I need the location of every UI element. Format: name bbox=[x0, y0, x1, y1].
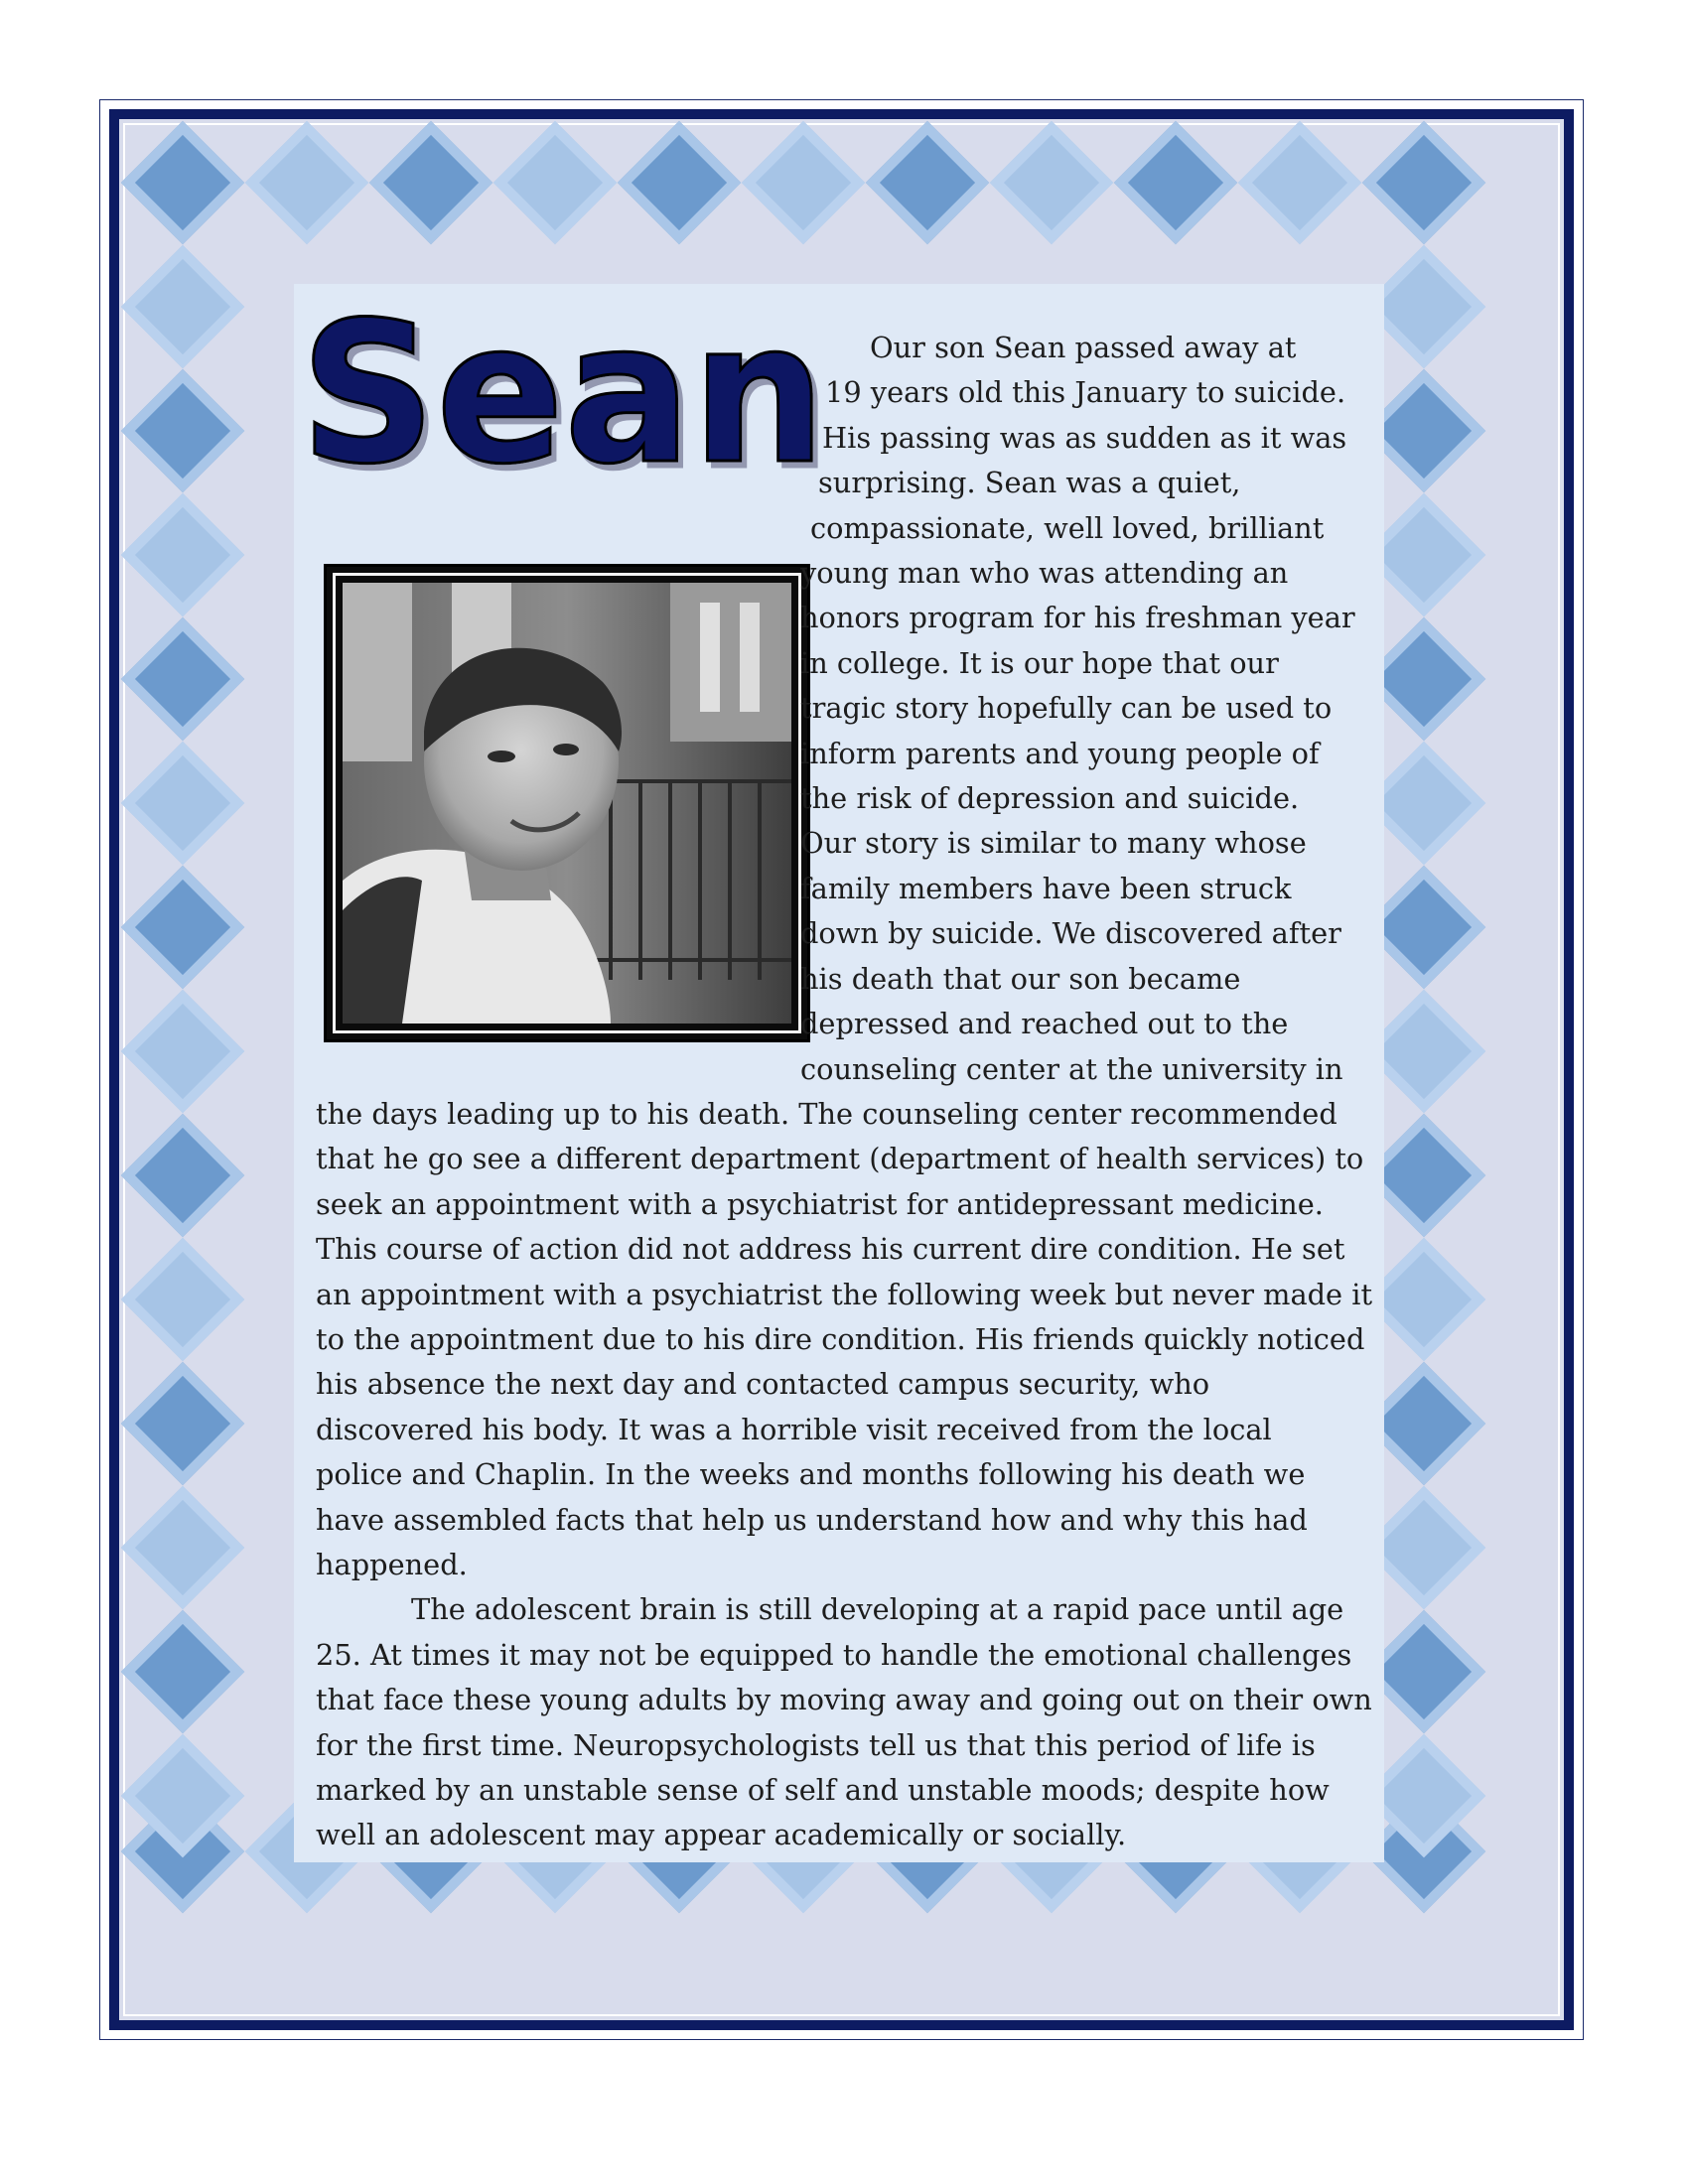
text-line: that face these young adults by moving away and going out on their own bbox=[316, 1683, 1372, 1717]
text-line: His passing was as sudden as it was bbox=[822, 420, 1347, 455]
paragraph bbox=[316, 1587, 1370, 1857]
text-line: that he go see a different department (department of health services) to bbox=[316, 1142, 1364, 1176]
text-line: his death that our son became bbox=[800, 961, 1241, 996]
article-body bbox=[316, 326, 1373, 1858]
text-line: marked by an unstable sense of self and unstable moods; despite how bbox=[316, 1773, 1330, 1807]
page-title: Sean bbox=[300, 284, 826, 507]
text-line: inform parents and young people of bbox=[800, 736, 1320, 770]
text-line: honors program for his freshman year bbox=[800, 601, 1355, 635]
text-line: police and Chaplin. In the weeks and months following his death we bbox=[316, 1457, 1306, 1492]
paragraph bbox=[316, 326, 1373, 1587]
text-line: surprising. Sean was a quiet, bbox=[818, 466, 1241, 500]
text-line: tragic story hopefully can be used to bbox=[800, 691, 1333, 726]
text-line: an appointment with a psychiatrist the following week but never made it bbox=[316, 1277, 1373, 1311]
text-line: compassionate, well loved, brilliant bbox=[810, 510, 1325, 545]
text-line: the risk of depression and suicide. bbox=[800, 781, 1300, 816]
content-panel bbox=[294, 284, 1384, 1862]
text-line: Our son Sean passed away at bbox=[870, 331, 1297, 364]
text-line: to the appointment due to his dire condition. His friends quickly noticed bbox=[316, 1321, 1365, 1356]
text-line: the days leading up to his death. The counseling center recommended bbox=[316, 1096, 1337, 1131]
text-line: well an adolescent may appear academically or socially. bbox=[316, 1818, 1127, 1852]
text-line: depressed and reached out to the bbox=[800, 1007, 1289, 1041]
text-line: have assembled facts that help us understand how and why this had bbox=[316, 1502, 1308, 1537]
text-line: happened. bbox=[316, 1547, 468, 1581]
text-line: Our story is similar to many whose bbox=[800, 826, 1307, 861]
text-line: down by suicide. We discovered after bbox=[800, 916, 1341, 951]
text-line: his absence the next day and contacted campus security, who bbox=[316, 1367, 1210, 1402]
text-line: discovered his body. It was a horrible visit received from the local bbox=[316, 1412, 1272, 1446]
text-line: This course of action did not address his current dire condition. He set bbox=[316, 1232, 1345, 1267]
text-line: young man who was attending an bbox=[800, 556, 1289, 591]
text-line: in college. It is our hope that our bbox=[800, 645, 1279, 680]
text-line: 19 years old this January to suicide. bbox=[825, 375, 1346, 410]
text-line: seek an appointment with a psychiatrist for antidepressant medicine. bbox=[316, 1186, 1324, 1221]
text-line: family members have been struck bbox=[800, 871, 1292, 905]
text-line: The adolescent brain is still developing at a rapid pace until age bbox=[411, 1592, 1344, 1627]
text-line: counseling center at the university in bbox=[800, 1051, 1343, 1086]
text-line: 25. At times it may not be equipped to handle the emotional challenges bbox=[316, 1637, 1352, 1672]
text-line: for the first time. Neuropsychologists tell us that this period of life is bbox=[316, 1727, 1316, 1762]
